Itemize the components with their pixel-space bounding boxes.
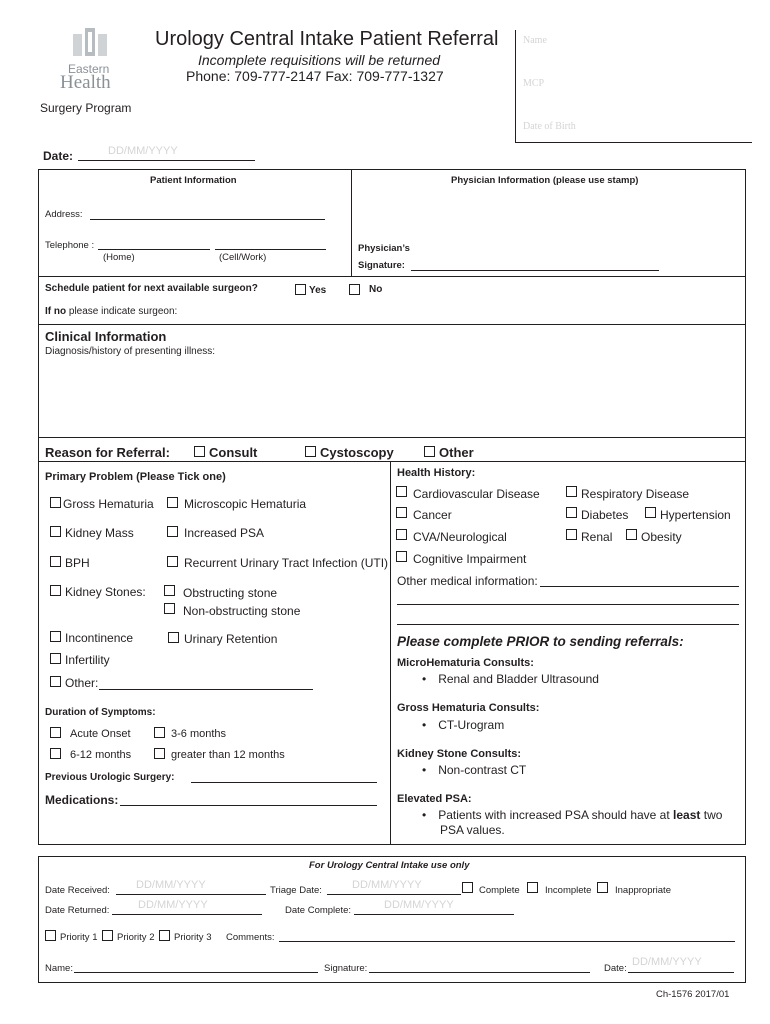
- gross-hematuria-label: Gross Hematuria: [63, 497, 154, 511]
- intake-date-field[interactable]: [628, 972, 734, 973]
- reason-other-label: Other: [439, 445, 474, 460]
- schedule-question: Schedule patient for next available surgeon?: [45, 283, 258, 294]
- cognitive-checkbox[interactable]: [396, 551, 407, 562]
- telephone-cell-caption: (Cell/Work): [219, 252, 267, 263]
- kidney-stone-heading: Kidney Stone Consults:: [397, 748, 522, 760]
- priority2-checkbox[interactable]: [102, 930, 113, 941]
- infertility-checkbox[interactable]: [50, 653, 61, 664]
- date-complete-field[interactable]: [354, 914, 514, 915]
- gross-hematuria-item: [422, 718, 504, 732]
- bullet-icon: •: [422, 672, 427, 686]
- telephone-home-field[interactable]: [98, 249, 210, 250]
- patient-id-box: [515, 30, 752, 143]
- other-medical-field-2[interactable]: [397, 604, 739, 605]
- logo-text-health: Health: [60, 72, 111, 93]
- intake-signature-label: Signature:: [324, 963, 368, 974]
- elevated-psa-heading: Elevated PSA:: [397, 793, 472, 805]
- respiratory-label: Respiratory Disease: [581, 487, 690, 501]
- footer-code: Ch-1576 2017/01: [656, 989, 730, 1000]
- divider-3: [38, 437, 746, 438]
- incomplete-label: Incomplete: [545, 885, 592, 896]
- increased-psa-label: Increased PSA: [184, 526, 265, 540]
- acute-onset-label: Acute Onset: [70, 728, 131, 740]
- telephone-home-caption: (Home): [103, 252, 135, 263]
- logo-text-eastern: Eastern: [68, 62, 110, 76]
- kidney-mass-checkbox[interactable]: [50, 526, 61, 537]
- intake-name-field[interactable]: [74, 972, 318, 973]
- program-label: Surgery Program: [40, 101, 132, 115]
- schedule-no-checkbox[interactable]: [349, 284, 360, 295]
- greater-than-12-label: greater than 12 months: [171, 749, 285, 761]
- divider-2: [38, 324, 746, 325]
- increased-psa-checkbox[interactable]: [167, 526, 178, 537]
- cancer-checkbox[interactable]: [396, 507, 407, 518]
- acute-onset-checkbox[interactable]: [50, 727, 61, 738]
- medications-label: Medications:: [45, 793, 119, 807]
- intake-date-placeholder: DD/MM/YYYY: [632, 956, 702, 968]
- diabetes-label: Diabetes: [581, 508, 629, 522]
- form-subtitle: Incomplete requisitions will be returned: [198, 52, 441, 68]
- schedule-no-label: No: [369, 284, 383, 295]
- micro-hematuria-heading: MicroHematuria Consults:: [397, 657, 534, 669]
- schedule-yes-checkbox[interactable]: [295, 284, 306, 295]
- triage-date-placeholder: DD/MM/YYYY: [352, 879, 422, 891]
- form-title: Urology Central Intake Patient Referral: [155, 28, 499, 50]
- uti-label: Recurrent Urinary Tract Infection (UTI): [184, 556, 389, 570]
- date-placeholder: DD/MM/YYYY: [108, 145, 178, 157]
- physician-info-heading: Physician Information (please use stamp): [451, 175, 639, 186]
- cardiovascular-checkbox[interactable]: [396, 486, 407, 497]
- complete-checkbox[interactable]: [462, 882, 473, 893]
- obstructing-stone-checkbox[interactable]: [164, 585, 175, 596]
- cognitive-label: Cognitive Impairment: [413, 552, 527, 566]
- incomplete-checkbox[interactable]: [527, 882, 538, 893]
- intake-signature-field[interactable]: [369, 972, 590, 973]
- divider-patient-physician: [351, 169, 352, 276]
- reason-cystoscopy-checkbox[interactable]: [305, 446, 316, 457]
- kidney-stones-label: Kidney Stones:: [65, 585, 146, 599]
- reason-cystoscopy-label: Cystoscopy: [320, 445, 394, 460]
- divider-1: [38, 276, 746, 277]
- intake-date-label: Date:: [604, 963, 627, 974]
- other-medical-label: Other medical information:: [397, 574, 538, 588]
- bullet-icon: •: [422, 763, 427, 777]
- if-no-line: [45, 306, 177, 317]
- kidney-stone-item-text: Non-contrast CT: [438, 763, 527, 777]
- kidney-mass-label: Kidney Mass: [65, 526, 134, 540]
- priority3-label: Priority 3: [174, 932, 212, 943]
- patient-info-heading: Patient Information: [150, 175, 237, 186]
- infertility-label: Infertility: [65, 653, 110, 667]
- cva-checkbox[interactable]: [396, 529, 407, 540]
- address-field[interactable]: [90, 219, 325, 220]
- intake-heading: For Urology Central Intake use only: [309, 860, 470, 871]
- duration-heading: Duration of Symptoms:: [45, 707, 156, 718]
- micro-hematuria-item: [422, 672, 599, 686]
- bullet-icon: •: [422, 808, 427, 822]
- date-complete-label: Date Complete:: [285, 905, 352, 916]
- elevated-psa-text-3: PSA values.: [440, 823, 505, 837]
- date-returned-label: Date Returned:: [45, 905, 110, 916]
- physician-signature-label-1: Physician’s: [358, 243, 410, 254]
- incontinence-label: Incontinence: [65, 631, 134, 645]
- if-no-bold: If no: [45, 306, 67, 317]
- logo: [50, 28, 130, 98]
- id-name-label: Name: [523, 35, 547, 46]
- respiratory-checkbox[interactable]: [566, 486, 577, 497]
- inappropriate-label: Inappropriate: [615, 885, 671, 896]
- cardiovascular-label: Cardiovascular Disease: [413, 487, 540, 501]
- micro-hematuria-item-text: Renal and Bladder Ultrasound: [438, 672, 599, 686]
- urinary-retention-checkbox[interactable]: [168, 632, 179, 643]
- date-label: Date:: [43, 149, 74, 163]
- other-problem-checkbox[interactable]: [50, 676, 61, 687]
- telephone-cell-field[interactable]: [215, 249, 326, 250]
- medications-field[interactable]: [120, 805, 377, 806]
- date-returned-placeholder: DD/MM/YYYY: [138, 899, 208, 911]
- renal-label: Renal: [581, 530, 613, 544]
- other-medical-field-3[interactable]: [397, 624, 739, 625]
- kidney-stones-checkbox[interactable]: [50, 585, 61, 596]
- date-received-label: Date Received:: [45, 885, 110, 896]
- hypertension-checkbox[interactable]: [645, 507, 656, 518]
- microscopic-hematuria-label: Microscopic Hematuria: [184, 497, 307, 511]
- gross-hematuria-heading: Gross Hematuria Consults:: [397, 702, 540, 714]
- cancer-label: Cancer: [413, 508, 452, 522]
- elevated-psa-text-1: Patients with increased PSA should have at: [438, 808, 670, 822]
- previous-surgery-field[interactable]: [191, 782, 377, 783]
- obesity-checkbox[interactable]: [626, 529, 637, 540]
- obstructing-stone-label: Obstructing stone: [183, 586, 278, 600]
- reason-consult-checkbox[interactable]: [194, 446, 205, 457]
- priority2-label: Priority 2: [117, 932, 155, 943]
- priority3-checkbox[interactable]: [159, 930, 170, 941]
- contact-info: Phone: 709-777-2147 Fax: 709-777-1327: [186, 68, 444, 84]
- non-obstructing-stone-label: Non-obstructing stone: [183, 604, 301, 618]
- triage-date-label: Triage Date:: [270, 885, 322, 896]
- gross-hematuria-item-text: CT-Urogram: [438, 718, 505, 732]
- intake-name-label: Name:: [45, 963, 73, 974]
- elevated-psa-bold: least: [673, 808, 701, 822]
- reason-consult-label: Consult: [209, 445, 258, 460]
- if-no-rest: please indicate surgeon:: [66, 306, 178, 317]
- prior-heading: Please complete PRIOR to sending referrals:: [397, 634, 684, 649]
- other-medical-field-1[interactable]: [540, 586, 739, 587]
- comments-field[interactable]: [279, 941, 735, 942]
- non-obstructing-stone-checkbox[interactable]: [164, 603, 175, 614]
- triage-date-field[interactable]: [327, 894, 461, 895]
- priority1-checkbox[interactable]: [45, 930, 56, 941]
- id-dob-label: Date of Birth: [523, 121, 576, 132]
- elevated-psa-text-2: two: [703, 808, 723, 822]
- telephone-label: Telephone :: [45, 240, 95, 251]
- inappropriate-checkbox[interactable]: [597, 882, 608, 893]
- clinical-text-area[interactable]: [40, 360, 744, 435]
- bph-checkbox[interactable]: [50, 556, 61, 567]
- physician-signature-field[interactable]: [411, 270, 659, 271]
- gross-hematuria-checkbox[interactable]: [50, 497, 61, 508]
- other-problem-label: Other:: [65, 676, 99, 690]
- urinary-retention-label: Urinary Retention: [184, 632, 278, 646]
- schedule-yes-label: Yes: [309, 285, 327, 296]
- 3-6-months-checkbox[interactable]: [154, 727, 165, 738]
- other-problem-field[interactable]: [99, 689, 313, 690]
- elevated-psa-item: [422, 808, 722, 822]
- date-complete-placeholder: DD/MM/YYYY: [384, 899, 454, 911]
- bullet-icon: •: [422, 718, 427, 732]
- comments-label: Comments:: [226, 932, 275, 943]
- id-mcp-label: MCP: [523, 78, 545, 89]
- 3-6-months-label: 3-6 months: [171, 728, 227, 740]
- clinical-heading: Clinical Information: [45, 329, 167, 344]
- divider-4: [38, 461, 746, 462]
- hypertension-label: Hypertension: [660, 508, 731, 522]
- health-history-heading: Health History:: [397, 467, 476, 479]
- date-received-placeholder: DD/MM/YYYY: [136, 879, 206, 891]
- divider-left-right: [390, 461, 391, 845]
- cva-label: CVA/Neurological: [413, 530, 507, 544]
- microscopic-hematuria-checkbox[interactable]: [167, 497, 178, 508]
- previous-surgery-label: Previous Urologic Surgery:: [45, 772, 175, 783]
- greater-than-12-checkbox[interactable]: [154, 748, 165, 759]
- clinical-sub: Diagnosis/history of presenting illness:: [45, 346, 216, 357]
- reason-other-checkbox[interactable]: [424, 446, 435, 457]
- incontinence-checkbox[interactable]: [50, 631, 61, 642]
- eastern-health-logo-icon: [65, 28, 115, 58]
- date-received-field[interactable]: [116, 894, 266, 895]
- physician-signature-label-2: Signature:: [358, 260, 405, 271]
- reason-label: Reason for Referral:: [45, 445, 170, 460]
- renal-checkbox[interactable]: [566, 529, 577, 540]
- date-returned-field[interactable]: [112, 914, 262, 915]
- kidney-stone-item: [422, 763, 526, 777]
- primary-problem-heading: Primary Problem (Please Tick one): [45, 471, 226, 483]
- obesity-label: Obesity: [641, 530, 682, 544]
- priority1-label: Priority 1: [60, 932, 98, 943]
- 6-12-months-label: 6-12 months: [70, 749, 132, 761]
- diabetes-checkbox[interactable]: [566, 507, 577, 518]
- address-label: Address:: [45, 209, 83, 220]
- date-field[interactable]: [78, 160, 255, 161]
- uti-checkbox[interactable]: [167, 556, 178, 567]
- 6-12-months-checkbox[interactable]: [50, 748, 61, 759]
- bph-label: BPH: [65, 556, 90, 570]
- complete-label: Complete: [479, 885, 520, 896]
